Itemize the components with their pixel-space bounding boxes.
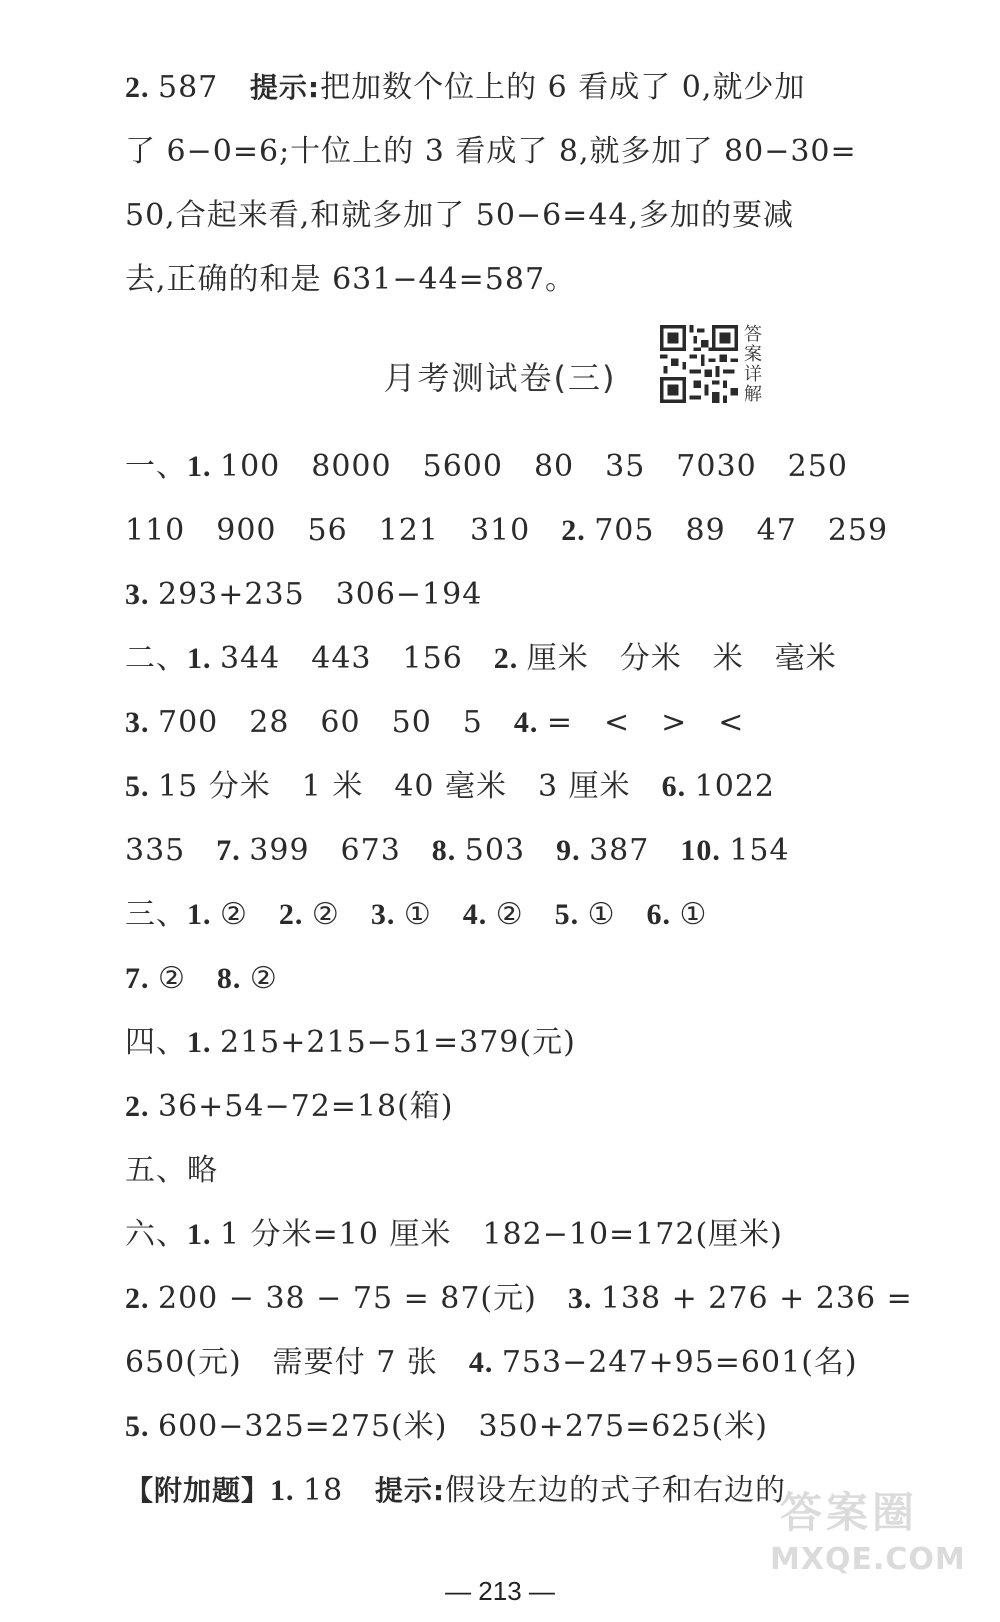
answer-value: 587 [158, 70, 219, 105]
answer-text: 36+54−72=18(箱) [158, 1089, 454, 1124]
answer-text: 1022 [694, 769, 776, 804]
answer-line: 110 900 56 121 310 2. 705 89 47 259 [125, 513, 889, 548]
answer-text: 110 900 56 121 310 [125, 513, 562, 548]
answer-text: 344 443 156 [220, 641, 494, 676]
answer-text: 600−325=275(米) 350+275=625(米) [158, 1409, 768, 1444]
answer-text: 700 28 60 50 5 [158, 705, 514, 740]
hint-line-1: 2. 587 提示:把加数个位上的 6 看成了 0,就少加 [125, 70, 806, 105]
item-number: 4 [513, 706, 530, 739]
answer-text: 293+235 306−194 [158, 577, 483, 612]
answer-line: 335 7. 399 673 8. 503 9. 387 10. 154 [125, 833, 790, 868]
answer-text: ② [158, 961, 217, 996]
extra-question-line: 【附加题】1. 18 提示:假设左边的式子和右边的 [125, 1473, 787, 1508]
answer-text: 399 673 [249, 833, 432, 868]
answer-text: 200 − 38 − 75 = 87(元) [158, 1281, 568, 1316]
item-number: 2 [561, 514, 578, 547]
answer-line: 5. 15 分米 1 米 40 毫米 3 厘米 6. 1022 [125, 769, 776, 804]
answer-line: 2. 36+54−72=18(箱) [125, 1089, 454, 1124]
item-number: 2 [278, 898, 295, 931]
answer-line: 一、1. 100 8000 5600 80 35 7030 250 [125, 449, 848, 484]
answer-line: 3. 293+235 306−194 [125, 577, 483, 612]
item-number: 7 [125, 962, 141, 995]
extra-label: 【附加题】 [125, 1474, 271, 1507]
answer-text: ② [220, 897, 279, 932]
item-number: 3 [370, 898, 387, 931]
hint-line-2: 了 6−0=6;十位上的 3 看成了 8,就多加了 80−30= [125, 134, 857, 169]
item-number: 10 [680, 834, 713, 867]
answer-text: ② [249, 961, 278, 996]
answer-text: ① [403, 897, 463, 932]
answer-text: 154 [729, 833, 790, 868]
answer-text: 215+215−51=379(元) [220, 1025, 576, 1060]
hint-label: 提示 [374, 1474, 433, 1507]
section-prefix: 一、 [125, 449, 187, 484]
answer-text: = < > < [546, 705, 745, 740]
section-prefix: 四、 [125, 1025, 187, 1060]
answer-value: 18 [303, 1473, 344, 1508]
hint-text: 把加数个位上的 6 看成了 0,就少加 [320, 70, 806, 105]
answer-text: 1 分米=10 厘米 182−10=172(厘米) [220, 1217, 783, 1252]
item-number: 4 [462, 898, 479, 931]
page-number: — 213 — [445, 1576, 555, 1606]
item-number: 3 [125, 578, 141, 611]
answer-line: 二、1. 344 443 156 2. 厘米 分米 米 毫米 [125, 641, 837, 676]
item-number: 3 [125, 706, 141, 739]
answer-text: 705 89 47 259 [594, 513, 889, 548]
answer-text: 335 [125, 833, 217, 868]
watermark-logo: 答案圈 [780, 1488, 919, 1537]
item-number: 8 [431, 834, 448, 867]
item-number: 1 [187, 450, 203, 483]
item-number: 5 [125, 770, 141, 803]
item-number: 7 [216, 834, 233, 867]
answer-text: 753−247+95=601(名) [501, 1345, 858, 1380]
qr-caption-char: 解 [744, 384, 762, 405]
answer-line: 650(元) 需要付 7 张 4. 753−247+95=601(名) [125, 1345, 858, 1380]
item-number: 1 [270, 1474, 287, 1507]
answer-line: 三、1. ② 2. ② 3. ① 4. ② 5. ① 6. ① [125, 897, 708, 932]
hint-label: 提示 [249, 71, 308, 104]
hint-line-3: 50,合起来看,和就多加了 50−6=44,多加的要减 [125, 198, 795, 233]
qr-caption [742, 325, 764, 405]
answer-text: 138 + 276 + 236 = [600, 1281, 913, 1316]
item-number: 5 [554, 898, 571, 931]
watermark-url: MXQE.COM [770, 1542, 966, 1577]
qr-caption-char: 详 [744, 364, 762, 385]
answer-line: 3. 700 28 60 50 5 4. = < > < [125, 705, 745, 740]
answer-text: 503 [464, 833, 557, 868]
watermark [770, 1480, 970, 1590]
qr-caption-char: 答 [744, 324, 762, 345]
answer-text: ② [495, 897, 555, 932]
item-number: 4 [468, 1346, 485, 1379]
qr-block[interactable] [660, 325, 765, 407]
answer-text: 100 8000 5600 80 35 7030 250 [220, 449, 848, 484]
answer-line: 5. 600−325=275(米) 350+275=625(米) [125, 1409, 768, 1444]
answer-text: ② [311, 897, 371, 932]
item-number: 1 [187, 1218, 203, 1251]
section-prefix: 二、 [125, 641, 187, 676]
answer-text: ① [587, 897, 647, 932]
qr-code-icon[interactable] [660, 325, 738, 403]
item-number: 6 [646, 898, 663, 931]
item-number: 5 [125, 1410, 141, 1443]
answer-line: 六、1. 1 分米=10 厘米 182−10=172(厘米) [125, 1217, 783, 1252]
item-number: 2 [125, 71, 141, 104]
answer-text: ① [679, 897, 708, 932]
item-number: 1 [187, 898, 203, 931]
item-number: 6 [661, 770, 678, 803]
answer-text: 略 [187, 1153, 218, 1188]
answer-text: 厘米 分米 米 毫米 [526, 641, 837, 676]
item-number: 1 [187, 1026, 203, 1059]
answer-line: 四、1. 215+215−51=379(元) [125, 1025, 576, 1060]
answer-text: 387 [589, 833, 681, 868]
section-title: 月考测试卷(三) [383, 359, 617, 397]
section-prefix: 三、 [125, 897, 187, 932]
item-number: 1 [187, 642, 203, 675]
item-number: 2 [125, 1090, 141, 1123]
section-prefix: 五、 [125, 1153, 187, 1188]
hint-text: 假设左边的式子和右边的 [445, 1473, 787, 1508]
item-number: 3 [567, 1282, 584, 1315]
answer-line: 7. ② 8. ② [125, 961, 278, 996]
item-number: 2 [125, 1282, 141, 1315]
answer-line [125, 1151, 785, 1191]
section-prefix: 六、 [125, 1217, 187, 1252]
item-number: 9 [556, 834, 573, 867]
hint-line-4: 去,正确的和是 631−44=587。 [125, 262, 577, 297]
answer-line: 2. 200 − 38 − 75 = 87(元) 3. 138 + 276 + 236 = [125, 1281, 913, 1316]
answer-text: 15 分米 1 米 40 毫米 3 厘米 [158, 769, 662, 804]
answer-text: 650(元) 需要付 7 张 [125, 1345, 469, 1380]
qr-caption-char: 案 [744, 344, 762, 365]
item-number: 8 [216, 962, 233, 995]
item-number: 2 [493, 642, 510, 675]
